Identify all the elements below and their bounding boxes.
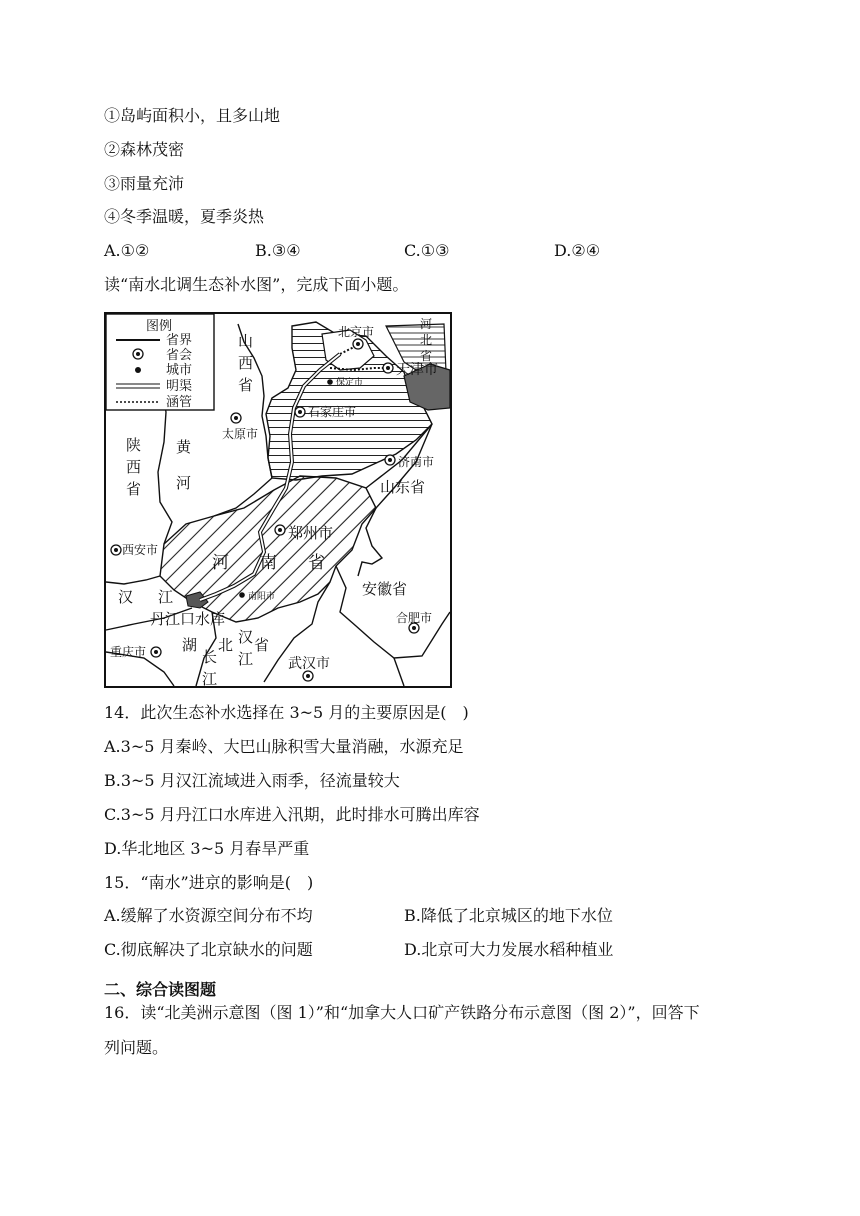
- svg-text:长: 长: [202, 648, 218, 666]
- q14-option-a[interactable]: A.3~5 月秦岭、大巴山脉积雪大量消融，水源充足: [104, 737, 464, 756]
- label-shaanxi: [126, 436, 141, 498]
- legend-title: 图例: [146, 319, 173, 334]
- option-a[interactable]: A.①②: [104, 241, 150, 260]
- section-heading: 二、综合读图题: [104, 980, 217, 999]
- label-jinan: 济南市: [398, 455, 435, 469]
- svg-text:省: 省: [126, 480, 142, 498]
- svg-text:河: 河: [212, 553, 229, 573]
- svg-text:陕: 陕: [126, 436, 142, 454]
- legend-province-border: 省界: [166, 333, 193, 348]
- q14-option-d[interactable]: D.华北地区 3~5 月春旱严重: [104, 839, 310, 858]
- label-shandong: 山东省: [380, 478, 426, 496]
- label-baoding: 保定市: [336, 378, 364, 388]
- legend-culvert: 涵管: [166, 395, 193, 410]
- statement-1: ①岛屿面积小，且多山地: [104, 106, 281, 125]
- label-anhui: 安徽省: [362, 580, 408, 598]
- q15-option-a[interactable]: A.缓解了水资源空间分布不均: [104, 906, 313, 925]
- svg-text:北: 北: [218, 636, 234, 654]
- legend-capital: 省会: [166, 348, 193, 363]
- label-henan: [212, 553, 325, 573]
- svg-text:汉: 汉: [118, 588, 134, 606]
- label-xian: 西安市: [122, 543, 159, 557]
- q14-stem: 14．此次生态补水选择在 3~5 月的主要原因是( ): [104, 703, 469, 722]
- svg-text:河: 河: [420, 317, 433, 331]
- option-b[interactable]: B.③④: [255, 241, 301, 260]
- svg-text:省: 省: [254, 636, 270, 654]
- label-hefei: 合肥市: [396, 611, 433, 625]
- statement-4: ④冬季温暖，夏季炎热: [104, 207, 265, 226]
- statement-2: ②森林茂密: [104, 140, 185, 159]
- q14-option-c[interactable]: C.3~5 月丹江口水库进入汛期，此时排水可腾出库容: [104, 805, 480, 824]
- q14-option-b[interactable]: B.3~5 月汉江流域进入雨季，径流量较大: [104, 771, 400, 790]
- svg-text:江: 江: [238, 650, 254, 668]
- q16-stem-line2: 列问题。: [104, 1038, 169, 1057]
- q15-stem: 15．“南水”进京的影响是( ): [104, 873, 314, 892]
- label-shijiazhuang: 石家庄市: [308, 405, 357, 419]
- svg-text:汉: 汉: [238, 628, 254, 646]
- label-wuhan: 武汉市: [288, 656, 330, 672]
- label-shanxi: [238, 332, 253, 394]
- label-beijing: 北京市: [338, 325, 375, 339]
- option-d[interactable]: D.②④: [554, 241, 601, 260]
- svg-text:北: 北: [420, 333, 433, 347]
- legend-open-channel: 明渠: [166, 379, 193, 394]
- svg-text:西: 西: [238, 354, 254, 372]
- legend-city: 城市: [166, 363, 193, 378]
- q15-option-d[interactable]: D.北京可大力发展水稻种植业: [404, 940, 614, 959]
- svg-text:江: 江: [202, 670, 218, 688]
- svg-text:省: 省: [238, 376, 254, 394]
- south-north-water-map: [104, 312, 452, 688]
- label-hebei: [420, 317, 432, 363]
- label-danjiangkou: 丹江口水库: [150, 610, 226, 628]
- map-intro: 读“南水北调生态补水图”，完成下面小题。: [104, 275, 409, 294]
- label-taiyuan: 太原市: [222, 427, 259, 441]
- svg-text:江: 江: [158, 588, 174, 606]
- q15-option-b[interactable]: B.降低了北京城区的地下水位: [404, 906, 613, 925]
- svg-text:山: 山: [238, 332, 254, 350]
- svg-text:湖: 湖: [182, 636, 198, 654]
- label-nanyang: 南阳市: [248, 592, 276, 602]
- svg-text:省: 省: [420, 349, 433, 363]
- label-tianjin: 天津市: [396, 362, 438, 378]
- q16-stem-line1: 16．读“北美洲示意图（图 1）”和“加拿大人口矿产铁路分布示意图（图 2）”，回答下: [104, 1003, 700, 1022]
- svg-text:黄: 黄: [176, 438, 192, 456]
- label-chongqing: 重庆市: [110, 645, 147, 659]
- label-hubei: [182, 636, 269, 654]
- statement-3: ③雨量充沛: [104, 174, 185, 193]
- option-c[interactable]: C.①③: [404, 241, 450, 260]
- label-zhengzhou: 郑州市: [288, 524, 334, 542]
- svg-text:河: 河: [176, 474, 192, 492]
- q15-option-c[interactable]: C.彻底解决了北京缺水的问题: [104, 940, 313, 959]
- svg-text:南: 南: [260, 553, 277, 573]
- svg-text:省: 省: [308, 553, 325, 573]
- svg-text:西: 西: [126, 458, 142, 476]
